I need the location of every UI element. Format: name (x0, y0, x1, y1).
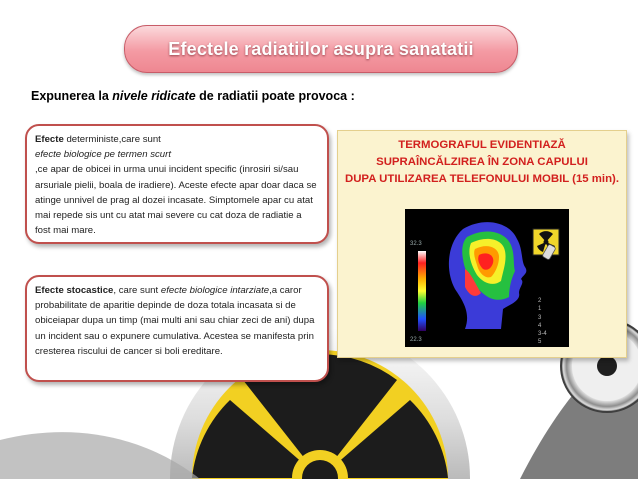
radiation-hazard-icon (533, 229, 559, 260)
scale-tick-label: 3-4 (538, 331, 547, 338)
scale-top-value: 32.3 (410, 241, 422, 247)
card2-body: ,a caror probabilitate de aparitie depinde de doza totala incasata si de obiceiapar dupa un timp (mai multi ani sau chiar zeci de ani) dupa un incident sau o expunere cumulativa. Acestea se manifesta prin cresterea riscului de cancer si boli ereditare. (35, 285, 315, 357)
card1-bold: Efecte (35, 134, 64, 145)
temperature-scale-bar (418, 251, 426, 331)
card1-italic: efecte biologice pe termen scurt (35, 149, 171, 161)
subtitle-italic: nivele ridicate (112, 89, 196, 103)
scale-ticks (538, 297, 558, 347)
page-title: Efectele radiatiilor asupra sanatatii (168, 38, 474, 59)
scale-tick-label: 4 (538, 322, 542, 329)
subtitle-part2: de radiatii poate provoca : (195, 89, 355, 103)
deterministic-effects-card (25, 124, 329, 244)
card2-bold: Efecte stocastice (35, 285, 114, 296)
scale-tick-label: 5 (538, 339, 542, 346)
card1-line1: deterministe,care sunt (63, 134, 161, 145)
scale-bottom-value: 22.3 (410, 337, 422, 343)
section-subtitle (31, 89, 355, 103)
card1-body: ,ce apar de obicei in urma unui incident specific (inrosiri si/sau arsuriale pielii, boala de iradiere). Aceste efecte apar doar daca se atinge unnivel de prag al dozei incasate. Simptomele apar cu atat mai repede sis unt cu atat mai severe cu cat doza de radiatie a fost mai mare. (35, 164, 317, 237)
thermograph-caption-line2: SUPRAÎNCĂLZIREA ÎN ZONA CAPULUI (376, 156, 588, 168)
thermal-scan (405, 209, 569, 347)
card2-italic: efecte biologice intarziate (160, 285, 270, 296)
stochastic-effects-card (25, 275, 329, 382)
card2-mid: , care sunt (113, 285, 161, 296)
title-banner (124, 25, 518, 73)
scale-tick-label: 1 (538, 306, 542, 313)
subtitle-part1: Expunerea la (31, 89, 113, 103)
scale-tick-label: 3 (538, 314, 542, 321)
scale-tick-label: 2 (538, 298, 542, 304)
thermograph-image (337, 130, 627, 358)
thermograph-caption-line1: TERMOGRAFUL EVIDENTIAZĂ (398, 139, 566, 151)
thermograph-caption-line3: DUPA UTILIZAREA TELEFONULUI MOBIL (15 min). (344, 173, 619, 185)
metal-wave-left (0, 432, 200, 479)
